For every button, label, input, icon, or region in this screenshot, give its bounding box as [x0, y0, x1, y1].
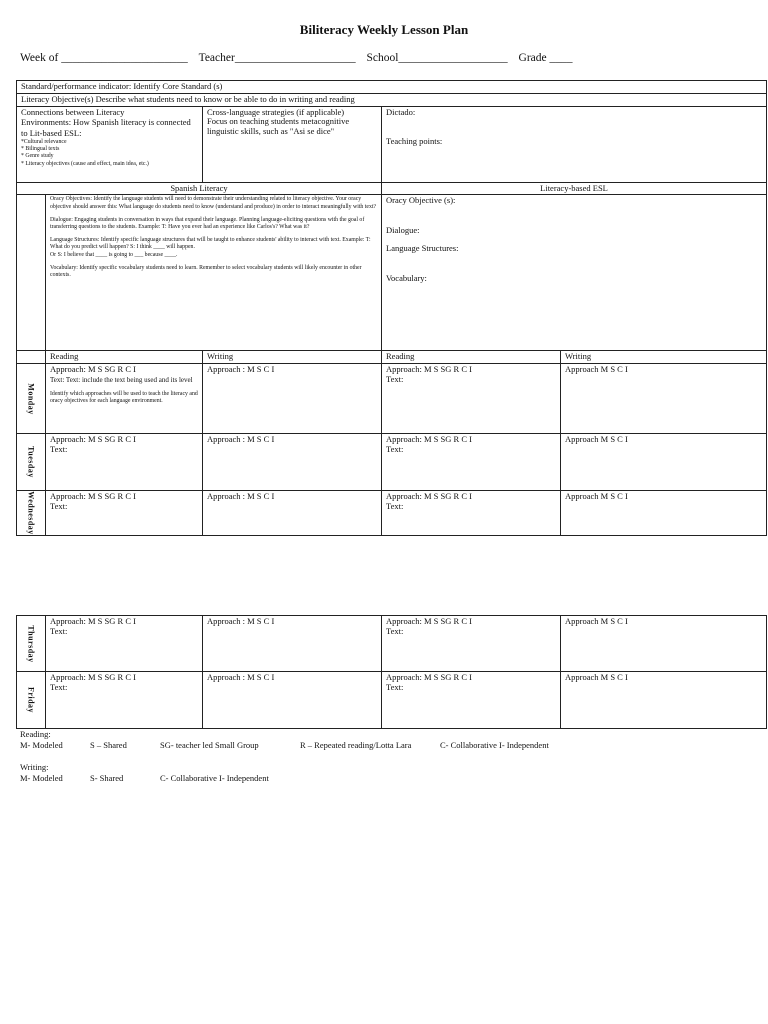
friday-writing[interactable]: Approach : M S C I: [203, 672, 382, 729]
day-label-tuesday: Tuesday: [17, 434, 46, 491]
conn-item: * Bilingual texts: [21, 146, 60, 153]
col-header-writing: Writing: [203, 351, 382, 364]
structures-text: Language Structures: Identify specific language structures that will be taught to enhance students' ability to interact with text. Example: T: What do you predict will happen? S: I think ____ will happen.: [50, 237, 371, 251]
day-label-thursday: Thursday: [17, 616, 46, 672]
legend-item: C- Collaborative I- Independent: [160, 773, 269, 783]
friday-reading-esl[interactable]: Approach: M S SG R C I Text:: [382, 672, 561, 729]
header-fields: [20, 52, 573, 64]
cross-text: Focus on teaching students metacognitive linguistic skills, such as "Asi se dice": [207, 116, 350, 137]
friday-writing-esl[interactable]: Approach M S C I: [561, 672, 767, 729]
conn-item: *Cultural relevance: [21, 138, 67, 145]
esl-oracy-cell[interactable]: [382, 195, 767, 351]
col-header-reading-esl: Reading: [382, 351, 561, 364]
esl-oracy-objective: Oracy Objective (s):: [386, 195, 456, 206]
environments-text: Environments: How Spanish literacy is connected to Lit-based ESL:: [21, 117, 191, 139]
col-header-reading: Reading: [46, 351, 203, 364]
page-title: Biliteracy Weekly Lesson Plan: [299, 22, 469, 37]
lesson-plan-table: [16, 80, 767, 536]
week-field[interactable]: Week of ______________________: [20, 52, 188, 64]
legend-item: S – Shared: [90, 740, 127, 750]
legend-item: M- Modeled: [20, 740, 63, 750]
legend-item: S- Shared: [90, 773, 124, 783]
tuesday-reading[interactable]: Approach: M S SG R C I Text:: [46, 434, 203, 491]
vocabulary-text: Vocabulary: Identify specific vocabulary students need to learn. Remember to select vocabulary students will likely encounter in other contexts.: [50, 264, 362, 279]
thursday-writing[interactable]: Approach : M S C I: [203, 616, 382, 672]
conn-item: * Genre study: [21, 153, 54, 160]
esl-dialogue: Dialogue:: [386, 225, 420, 236]
conn-item: * Literacy objectives (cause and effect, main idea, etc.): [21, 160, 149, 167]
literacy-objective-row[interactable]: Literacy Objective(s) Describe what students need to know or be able to do in writing and reading: [17, 93, 767, 106]
oracy-blank-cell: [17, 195, 46, 351]
friday-reading[interactable]: Approach: M S SG R C I Text:: [46, 672, 203, 729]
reading-legend: [20, 740, 549, 750]
spanish-oracy-cell[interactable]: [46, 195, 382, 351]
day-label-wednesday: Wednesday: [17, 491, 46, 536]
day-label-friday: Friday: [17, 672, 46, 729]
monday-writing-esl[interactable]: Approach M S C I: [561, 364, 767, 434]
teaching-points-label: Teaching points:: [386, 136, 443, 147]
tuesday-reading-esl[interactable]: Approach: M S SG R C I Text:: [382, 434, 561, 491]
legend-item: M- Modeled: [20, 773, 63, 783]
esl-vocabulary: Vocabulary:: [386, 272, 427, 283]
thursday-writing-esl[interactable]: Approach M S C I: [561, 616, 767, 672]
standard-row[interactable]: Standard/performance indicator: Identify Core Standard (s): [17, 81, 767, 94]
day-label-monday: Monday: [17, 364, 46, 434]
legend-item: C- Collaborative I- Independent: [440, 740, 549, 750]
monday-reading-esl[interactable]: Approach: M S SG R C I Text:: [382, 364, 561, 434]
esl-structures: Language Structures:: [386, 242, 459, 253]
teacher-field[interactable]: Teacher_____________________: [198, 52, 356, 64]
monday-writing[interactable]: Approach : M S C I: [203, 364, 382, 434]
col-header-blank: [17, 351, 46, 364]
writing-legend: [20, 773, 269, 783]
lesson-plan-table-continued: [16, 615, 767, 729]
col-header-writing-esl: Writing: [561, 351, 767, 364]
oracy-objectives: Oracy Objectives: Identify the language students will need to demonstrate their understanding related to literacy objective. Your oracy objective should answer this: What language do students need to know (understand and produce) in order to interact meaningfully with text?: [50, 196, 377, 210]
thursday-reading-esl[interactable]: Approach: M S SG R C I Text:: [382, 616, 561, 672]
wednesday-reading-esl[interactable]: Approach: M S SG R C I Text:: [382, 491, 561, 536]
connections-title: Connections between Literacy: [21, 106, 125, 117]
legend-item: SG- teacher led Small Group: [160, 740, 259, 750]
dictado-cell[interactable]: [382, 106, 767, 182]
connections-cell[interactable]: [17, 106, 203, 182]
spanish-literacy-header: Spanish Literacy: [17, 182, 382, 195]
tuesday-writing-esl[interactable]: Approach M S C I: [561, 434, 767, 491]
wednesday-reading[interactable]: Approach: M S SG R C I Text:: [46, 491, 203, 536]
tuesday-writing[interactable]: Approach : M S C I: [203, 434, 382, 491]
writing-legend-title: Writing:: [20, 762, 49, 772]
legend-item: R – Repeated reading/Lotta Lara: [300, 740, 412, 750]
cross-title: Cross-language strategies (if applicable): [207, 106, 345, 117]
dialogue-text: Dialogue: Engaging students in conversation in ways that expand their language. Planning language-eliciting questions with the goal of transferring questions to the students. Example: T: Have you ever had an experience like Carlos's? What was it?: [50, 216, 365, 230]
wednesday-writing-esl[interactable]: Approach M S C I: [561, 491, 767, 536]
monday-reading[interactable]: Approach: M S SG R C I Text: Text: include the text being used and its level Identify which approaches will be used to teach the literacy and oracy objectives for each language environment.: [46, 364, 203, 434]
reading-legend-title: Reading:: [20, 729, 51, 739]
structures-text-2: Or S: I believe that ____ is going to ___ because ____.: [50, 251, 178, 258]
grade-field[interactable]: Grade ____: [518, 52, 573, 64]
dictado-label: Dictado:: [386, 106, 416, 117]
wednesday-writing[interactable]: Approach : M S C I: [203, 491, 382, 536]
cross-language-cell[interactable]: [203, 106, 382, 182]
school-field[interactable]: School___________________: [366, 52, 508, 64]
thursday-reading[interactable]: Approach: M S SG R C I Text:: [46, 616, 203, 672]
esl-header: Literacy-based ESL: [382, 182, 767, 195]
